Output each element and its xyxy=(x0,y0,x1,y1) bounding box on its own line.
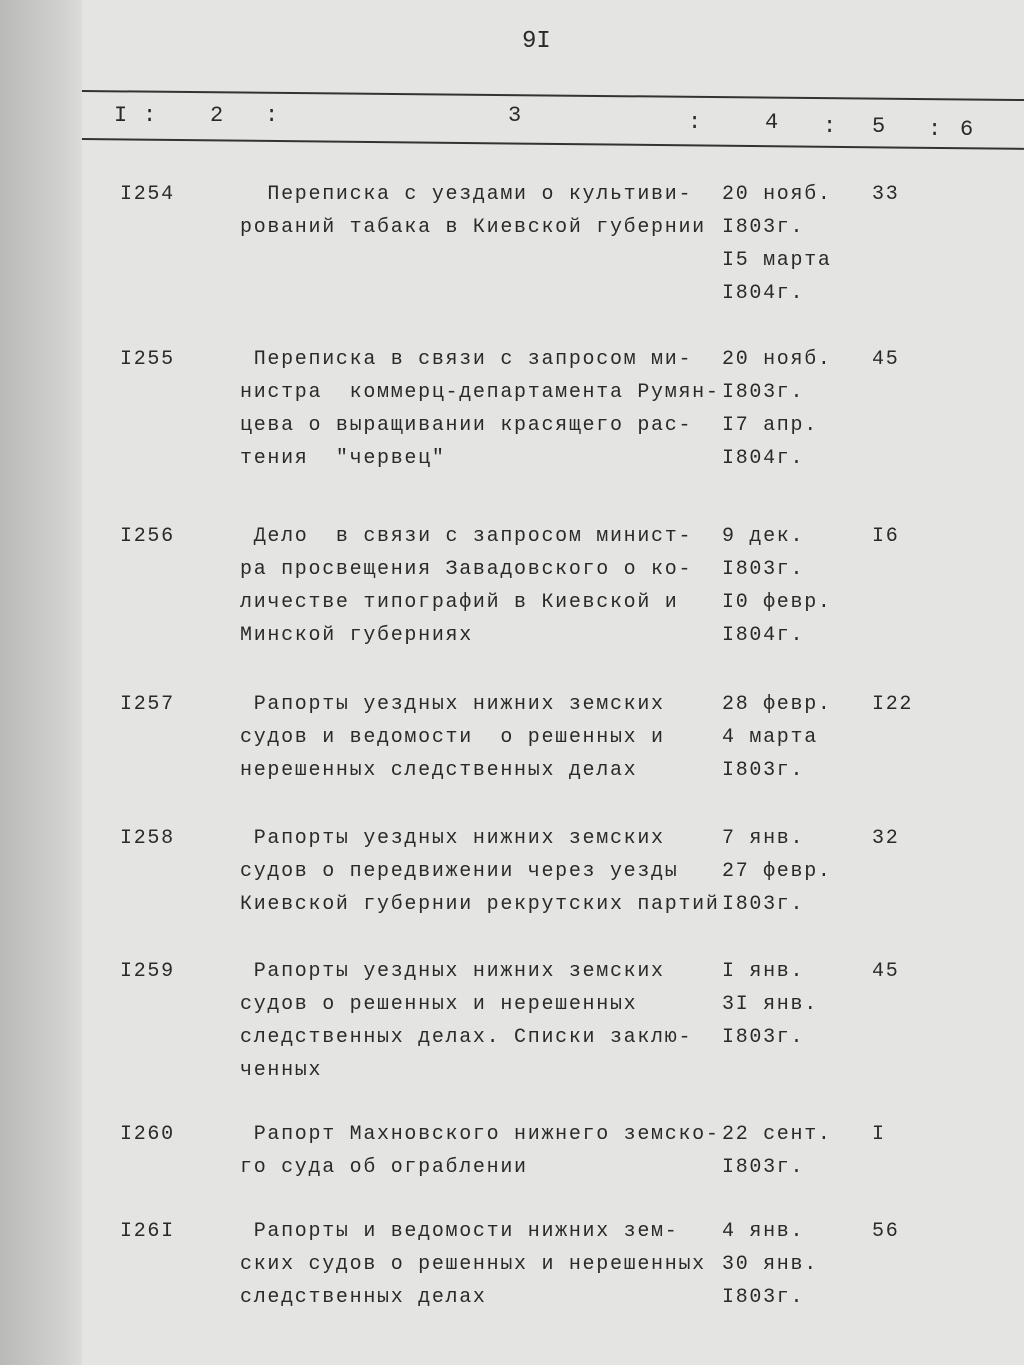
description-line: судов и ведомости о решенных и xyxy=(240,726,665,749)
case-number: I259 xyxy=(120,960,175,983)
description-line: Рапорты и ведомости нижних зем- xyxy=(240,1220,679,1243)
header-rule-top xyxy=(82,90,1024,101)
description-line: нерешенных следственных делах xyxy=(240,759,638,782)
date-line: I803г. xyxy=(722,1286,805,1309)
date-line: 4 марта xyxy=(722,726,818,749)
case-dates xyxy=(722,1118,832,1184)
page-edge xyxy=(0,0,82,1365)
case-number: I254 xyxy=(120,183,175,206)
col-1: I xyxy=(114,103,128,128)
description-line: цева о выращивании красящего рас- xyxy=(240,414,693,437)
date-line: I803г. xyxy=(722,893,805,916)
case-dates xyxy=(722,688,832,787)
case-description xyxy=(240,520,720,652)
sheet-count: 45 xyxy=(872,960,900,983)
description-line: следственных делах. Списки заклю- xyxy=(240,1026,693,1049)
case-dates xyxy=(722,1215,818,1314)
description-line: следственных делах xyxy=(240,1286,487,1309)
description-line: ра просвещения Завадовского о ко- xyxy=(240,558,693,581)
date-line: I0 февр. xyxy=(722,591,832,614)
header-rule-bottom xyxy=(82,138,1024,150)
sheet-count: I6 xyxy=(872,525,900,548)
description-line: Рапорты уездных нижних земских xyxy=(240,693,665,716)
case-number: I260 xyxy=(120,1123,175,1146)
description-line: Дело в связи с запросом минист- xyxy=(240,525,693,548)
date-line: I7 апр. xyxy=(722,414,818,437)
col-sep: : xyxy=(928,117,942,142)
case-number: I255 xyxy=(120,348,175,371)
col-2: 2 xyxy=(210,103,224,128)
col-3: 3 xyxy=(508,103,522,128)
col-6: 6 xyxy=(960,117,974,142)
page-number: 9I xyxy=(522,28,551,55)
description-line: судов о передвижении через уезды xyxy=(240,860,679,883)
sheet-count: I22 xyxy=(872,693,914,716)
sheet-count: 32 xyxy=(872,827,900,850)
sheet-count: 56 xyxy=(872,1220,900,1243)
col-sep: : xyxy=(143,103,157,128)
case-number: I258 xyxy=(120,827,175,850)
case-description xyxy=(240,822,720,921)
case-description xyxy=(240,178,720,244)
case-dates xyxy=(722,178,832,310)
description-line: ченных xyxy=(240,1059,323,1082)
description-line: тения "червец" xyxy=(240,447,446,470)
col-4: 4 xyxy=(765,110,779,135)
case-description xyxy=(240,343,720,475)
date-line: I804г. xyxy=(722,282,805,305)
description-line: Киевской губернии рекрутских партий xyxy=(240,893,720,916)
date-line: I803г. xyxy=(722,1156,805,1179)
description-line: Рапорт Махновского нижнего земско- xyxy=(240,1123,720,1146)
sheet-count: 45 xyxy=(872,348,900,371)
col-sep: : xyxy=(265,103,279,128)
col-sep: : xyxy=(688,110,702,135)
date-line: I5 марта xyxy=(722,249,832,272)
case-dates xyxy=(722,822,832,921)
date-line: 9 дек. xyxy=(722,525,805,548)
date-line: I804г. xyxy=(722,447,805,470)
case-description xyxy=(240,1118,720,1184)
description-line: нистра коммерц-департамента Румян- xyxy=(240,381,720,404)
description-line: Рапорты уездных нижних земских xyxy=(240,960,665,983)
description-line: личестве типографий в Киевской и xyxy=(240,591,679,614)
case-description xyxy=(240,1215,720,1314)
case-description xyxy=(240,688,720,787)
col-sep: : xyxy=(823,114,837,139)
case-dates xyxy=(722,343,832,475)
date-line: 4 янв. xyxy=(722,1220,805,1243)
col-5: 5 xyxy=(872,114,886,139)
date-line: I803г. xyxy=(722,216,805,239)
sheet-count: I xyxy=(872,1123,886,1146)
date-line: I803г. xyxy=(722,558,805,581)
date-line: 27 февр. xyxy=(722,860,832,883)
case-number: I257 xyxy=(120,693,175,716)
case-description xyxy=(240,955,720,1087)
date-line: 3I янв. xyxy=(722,993,818,1016)
date-line: 22 сент. xyxy=(722,1123,832,1146)
date-line: I803г. xyxy=(722,381,805,404)
case-number: I256 xyxy=(120,525,175,548)
date-line: I804г. xyxy=(722,624,805,647)
description-line: Рапорты уездных нижних земских xyxy=(240,827,665,850)
case-dates xyxy=(722,520,832,652)
case-dates xyxy=(722,955,818,1054)
description-line: ских судов о решенных и нерешенных xyxy=(240,1253,706,1276)
description-line: го суда об ограблении xyxy=(240,1156,528,1179)
date-line: 7 янв. xyxy=(722,827,805,850)
description-line: Переписка в связи с запросом ми- xyxy=(240,348,693,371)
date-line: I803г. xyxy=(722,759,805,782)
description-line: Минской губерниях xyxy=(240,624,473,647)
description-line: рований табака в Киевской губернии xyxy=(240,216,706,239)
date-line: 20 нояб. xyxy=(722,348,832,371)
description-line: Переписка с уездами о культиви- xyxy=(240,183,693,206)
date-line: I янв. xyxy=(722,960,805,983)
date-line: 20 нояб. xyxy=(722,183,832,206)
case-number: I26I xyxy=(120,1220,175,1243)
description-line: судов о решенных и нерешенных xyxy=(240,993,638,1016)
date-line: 28 февр. xyxy=(722,693,832,716)
date-line: 30 янв. xyxy=(722,1253,818,1276)
date-line: I803г. xyxy=(722,1026,805,1049)
sheet-count: 33 xyxy=(872,183,900,206)
